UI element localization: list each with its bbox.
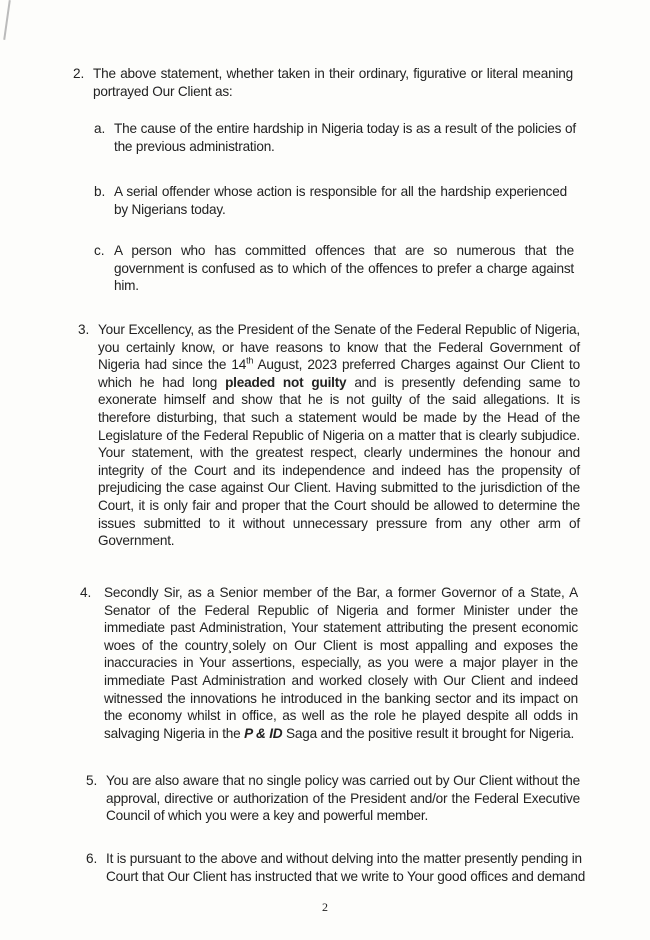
item-a-text: The cause of the entire hardship in Nigeria today is as a result of the policies of the previous administration.: [114, 121, 576, 154]
item-3-number: 3.: [78, 322, 90, 337]
page-number: 2: [322, 900, 328, 914]
item-4-text: Secondly Sir, as a Senior member of the Bar, a former Governor of a State, A Senator of the Federal Republic of Nigeria and former Minister under the immediate past Administration, Your statement attributing the present economic woes of the country¸solely on Our Client is most appalling and exposes the inaccuracies in Your assertions, especially, as you were a major player in the immediate Past Administration and worked closely with Our Client and indeed witnessed the innovations he introduced in the banking sector and its impact on the economy whilst in office, as well as the role he played despite all odds in salvaging Nigeria in the P & ID Saga and the positive result it brought for Nigeria.: [104, 585, 578, 741]
item-6-line-1: It is pursuant to the above and without delving into the matter presently pending in: [106, 851, 582, 866]
item-c-text: A person who has committed offences that are so numerous that the government is confused as to which of the offences to prefer a charge against him.: [114, 243, 574, 294]
pleaded-not-guilty-bold: pleaded not guilty: [225, 374, 347, 390]
item-a-number: a.: [94, 121, 106, 136]
item-2-number: 2.: [73, 66, 85, 81]
item-6-number: 6.: [86, 851, 98, 866]
item-3-text: Your Excellency, as the President of the Senate of the Federal Republic of Nigeria, you certainly know, or have reasons to know that the Federal Government of Nigeria had since the 14th August, 2023 preferred Charges against Our Client to which he had long pleaded not guilty and is presently defending same to exonerate himself and show that he is not guilty of the said allegations. It is therefore disturbing, that such a statement would be made by the Head of the Legislature of the Federal Republic of Nigeria on a matter that is clearly subjudice. Your statement, with the greatest respect, clearly undermines the honour and integrity of the Court and its independence and indeed has the propensity of prejudicing the case against Our Client. Having submitted to the jurisdiction of the Court, it is only fair and proper that the Court should be allowed to determine the issues submitted to it without unnecessary pressure from any other arm of Government.: [98, 322, 580, 549]
item-b-number: b.: [94, 184, 106, 199]
item-5-text: You are also aware that no single policy was carried out by Our Client without the approval, directive or authorization of the President and/or the Federal Executive Council of which you were a key and powerful member.: [106, 773, 580, 824]
item-6-line-2: Court that Our Client has instructed that we write to Your good offices and demand: [106, 869, 586, 884]
item-b-text: A serial offender whose action is responsible for all the hardship experienced by Nigerians today.: [114, 184, 567, 217]
item-2-text: The above statement, whether taken in their ordinary, figurative or literal meaning portrayed Our Client as:: [93, 66, 573, 99]
scan-edge-mark: [3, 0, 11, 40]
item-c-number: c.: [94, 243, 105, 258]
item-4-number: 4.: [80, 585, 92, 600]
p-and-id-bold: P & ID: [244, 725, 283, 741]
item-5-number: 5.: [86, 773, 98, 788]
